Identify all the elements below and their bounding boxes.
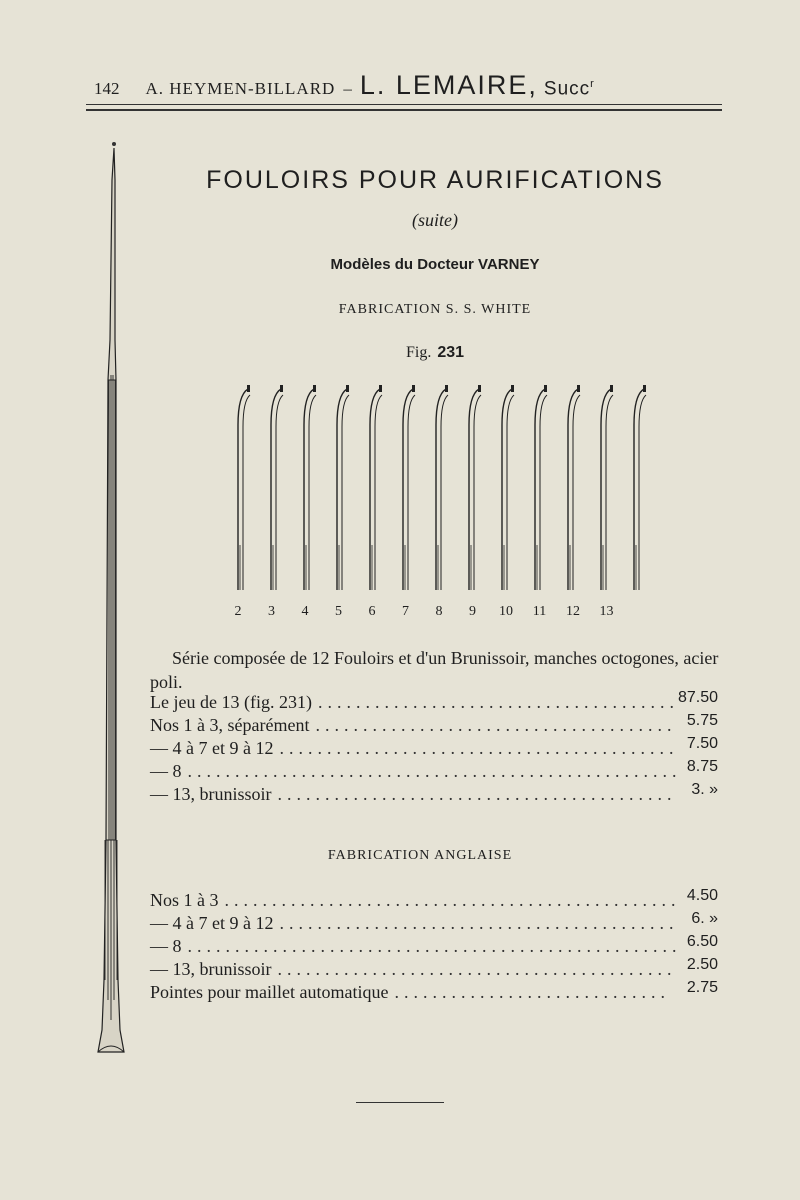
fabrication-english-heading: FABRICATION ANGLAISE [327, 848, 513, 863]
leader-dots: .......................................... [277, 959, 677, 979]
header-rule-thin [86, 104, 722, 105]
header-separator: – [343, 79, 352, 98]
figure-prefix: Fig. [405, 344, 432, 361]
leader-dots: ................................................ [224, 890, 681, 910]
tool-number: 7 [402, 604, 409, 619]
price-row [150, 689, 724, 715]
price-row [150, 887, 724, 913]
tool-number: 10 [499, 604, 513, 619]
price-row [150, 735, 724, 761]
plugger-tool [436, 385, 448, 590]
plugger-tool [502, 385, 514, 590]
price-row-label: Nos 1 à 3 [150, 890, 219, 910]
leader-dots: ...................................... [315, 715, 677, 735]
plugger-tool [304, 385, 316, 590]
plugger-tool [271, 385, 283, 590]
price-value: 3. » [691, 781, 718, 798]
section-title: FOULOIRS POUR AURIFICATIONS [206, 166, 664, 194]
price-value: 2.50 [686, 956, 718, 973]
tool-number: 6 [368, 604, 376, 619]
price-row [150, 910, 724, 936]
leader-dots: .......................................... [279, 913, 679, 933]
price-list-english [150, 887, 724, 1005]
price-row [150, 758, 724, 784]
tool-number: 8 [435, 604, 443, 619]
plugger-tool [568, 385, 580, 590]
leader-dots: .................................................... [187, 936, 682, 956]
tool-number: 5 [335, 604, 342, 619]
leader-dots: .......................................... [279, 738, 679, 758]
price-row-label: — 13, brunissoir [150, 784, 272, 804]
plugger-tool [634, 385, 646, 590]
price-value: 4.50 [686, 887, 718, 904]
price-row [150, 979, 724, 1005]
plugger-tool [469, 385, 481, 590]
plugger-tool [535, 385, 547, 590]
tool-number-labels [226, 604, 646, 624]
figure-caption [150, 344, 720, 362]
leader-dots: ............................. [394, 982, 670, 1002]
tool-number: 2 [234, 604, 242, 619]
price-row-label: Le jeu de 13 (fig. 231) [150, 692, 312, 712]
tool-number: 11 [532, 604, 547, 619]
price-row-label: — 4 à 7 et 9 à 12 [150, 738, 274, 758]
header-firm: L. LEMAIRE, [359, 70, 538, 100]
tool-number: 4 [301, 604, 309, 619]
tool-number: 9 [469, 604, 476, 619]
price-row [150, 933, 724, 959]
plugger-tool [601, 385, 613, 590]
fabrication-white-heading: FABRICATION S. S. WHITE [338, 302, 532, 317]
price-row-label: — 4 à 7 et 9 à 12 [150, 913, 274, 933]
price-row [150, 781, 724, 807]
tool-number: 12 [566, 604, 580, 619]
leader-dots: .................................................... [187, 761, 682, 781]
page-header [94, 70, 724, 100]
price-value: 8.75 [686, 758, 718, 775]
figure-231-illustration [226, 385, 646, 600]
plugger-tool [238, 385, 250, 590]
price-row-label: Nos 1 à 3, séparément [150, 715, 310, 735]
price-value: 7.50 [686, 735, 718, 752]
price-value: 6. » [691, 910, 718, 927]
header-rule-thick [86, 109, 722, 111]
leader-dots: .......................................... [277, 784, 677, 804]
price-value: 6.50 [686, 933, 718, 950]
plugger-tool [337, 385, 349, 590]
header-author: A. HEYMEN-BILLARD [145, 79, 336, 98]
price-value: 2.75 [686, 979, 718, 996]
tool-number: 13 [599, 604, 614, 619]
price-value: 87.50 [677, 689, 718, 706]
models-heading: Modèles du Docteur VARNEY [330, 256, 540, 273]
leader-dots: ...................................... [317, 692, 679, 712]
price-list-white [150, 689, 724, 807]
header-succ-text: Succ [543, 78, 591, 99]
serie-description: Série composée de 12 Fouloirs et d'un Brunissoir, manches octogones, acier poli. [150, 648, 719, 692]
header-succ [544, 78, 595, 100]
price-row-label: — 13, brunissoir [150, 959, 272, 979]
price-row-label: Pointes pour maillet automatique [150, 982, 389, 1002]
price-row-label: — 8 [150, 761, 182, 781]
plugger-tool [370, 385, 382, 590]
price-row [150, 956, 724, 982]
price-value: 5.75 [686, 712, 718, 729]
tool-number: 3 [268, 604, 275, 619]
footer-rule [356, 1102, 444, 1103]
price-row-label: — 8 [150, 936, 182, 956]
plugger-tool [403, 385, 415, 590]
header-succ-sup: r [590, 77, 595, 90]
page-number: 142 [94, 79, 120, 98]
price-row [150, 712, 724, 738]
figure-number: 231 [437, 344, 465, 361]
side-instrument-illustration [94, 140, 128, 1060]
section-subtitle: (suite) [412, 210, 458, 230]
